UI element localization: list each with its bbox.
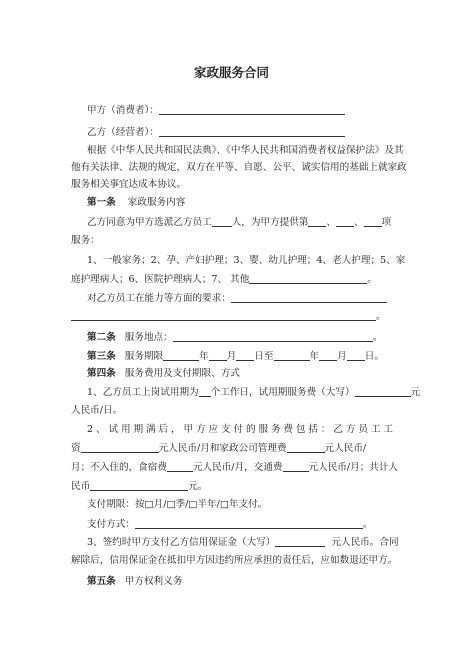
article-4-p3-line-2: 解除后，信用保证金在抵扣甲方因违约所应承担的责任后，应如数退还甲方。 bbox=[71, 555, 398, 566]
article-1-line-4 bbox=[71, 272, 377, 287]
preamble-line-2: 他有关法律、法规的规定，双方在平等、自愿、公平、诚实信用的基础上就家政 bbox=[71, 162, 407, 173]
article-1-text-b: 人，为甲方提供第 bbox=[231, 217, 309, 228]
article-4-p3-line-1 bbox=[87, 535, 399, 550]
management-fee-label: 元人民币/月和家政公司管理费 bbox=[158, 443, 287, 454]
year-label-1: 年 bbox=[199, 351, 209, 362]
deposit-unit: 元人民币。合同 bbox=[331, 537, 399, 548]
article-1-text-a: 乙方同意为甲方选派乙方员工 bbox=[87, 217, 212, 228]
article-1-line-5 bbox=[87, 291, 387, 306]
article-4-p1-line-1 bbox=[87, 385, 420, 400]
article-1-line-2: 服务： bbox=[71, 235, 100, 246]
article-4-title: 服务费用及支付期限、方式 bbox=[124, 368, 240, 379]
service-term-label: 服务期限 bbox=[124, 351, 164, 362]
payment-method-blank[interactable] bbox=[135, 517, 363, 529]
management-fee-unit: 元人民币/ bbox=[324, 443, 367, 454]
party-a-blank[interactable] bbox=[159, 103, 345, 115]
article-1-line-3: 1、一般家务；2、孕、产妇护理；3、婴、幼儿护理；4、老人护理；5、家 bbox=[87, 255, 406, 266]
start-month-blank[interactable] bbox=[209, 349, 227, 361]
start-day-blank[interactable] bbox=[236, 349, 254, 361]
deposit-blank[interactable] bbox=[275, 535, 325, 547]
total-label: 元人民币/月；共计人 bbox=[308, 462, 399, 473]
wage-blank[interactable] bbox=[81, 441, 159, 453]
article-4-heading-line bbox=[87, 367, 240, 381]
article-4-p1-line-2: 人民币/日。 bbox=[71, 405, 123, 416]
wage-label: 资 bbox=[71, 443, 81, 454]
board-fee-label: 月；不入住的，食宿费 bbox=[71, 462, 167, 473]
document-title: 家政服务合同 bbox=[193, 65, 269, 80]
board-fee-blank[interactable] bbox=[167, 460, 193, 472]
party-b-line bbox=[87, 125, 345, 140]
article-3-heading: 第三条 bbox=[87, 351, 116, 362]
article-5-title: 甲方权利义务 bbox=[124, 576, 183, 587]
month-label-1: 月 bbox=[226, 351, 237, 362]
end-day-blank[interactable] bbox=[347, 349, 365, 361]
party-a-label: 甲方（消费者）： bbox=[87, 105, 159, 116]
day-end-label: 日。 bbox=[364, 351, 384, 362]
payment-method-line bbox=[87, 517, 373, 532]
service-item-blank-1[interactable] bbox=[308, 215, 326, 227]
service-location-label: 服务地点： bbox=[124, 332, 173, 343]
payment-method-label: 支付方式： bbox=[87, 519, 135, 530]
party-b-label: 乙方（经营者）： bbox=[87, 127, 159, 138]
transport-fee-blank[interactable] bbox=[283, 460, 309, 472]
article-4-p2-line-3 bbox=[71, 460, 398, 475]
preamble-line-1: 根据《中华人民共和国民法典》、《中华人民共和国消费者权益保护法》及其 bbox=[87, 145, 404, 156]
article-1-title: 家政服务内容 bbox=[127, 197, 186, 208]
article-1-other-end: 。 bbox=[367, 274, 377, 285]
year-label-2: 年 bbox=[309, 351, 320, 362]
transport-fee-label: 元人民币/月，交通费 bbox=[192, 462, 283, 473]
article-1-text-d: 项 bbox=[381, 217, 392, 228]
other-service-blank[interactable] bbox=[249, 272, 367, 284]
article-5-heading: 第五条 bbox=[87, 576, 116, 587]
management-fee-blank[interactable] bbox=[287, 441, 325, 453]
article-2-heading: 第二条 bbox=[87, 332, 116, 343]
article-4-p2-line-4 bbox=[71, 479, 207, 494]
article-4-p2-line-2 bbox=[71, 441, 366, 456]
article-2-end: 。 bbox=[372, 332, 383, 343]
end-month-blank[interactable] bbox=[319, 349, 337, 361]
article-1-line-6 bbox=[71, 309, 386, 324]
payment-method-end: 。 bbox=[362, 519, 373, 530]
total-currency-label: 民币 bbox=[71, 481, 91, 492]
article-4-heading: 第四条 bbox=[87, 368, 116, 379]
service-item-blank-3[interactable] bbox=[364, 215, 382, 227]
staff-count-blank[interactable] bbox=[212, 215, 232, 227]
article-3-line bbox=[87, 349, 384, 364]
preamble-line-3: 服务相关事宜达成本协议。 bbox=[71, 179, 187, 190]
total-amount-blank[interactable] bbox=[90, 479, 188, 491]
article-1-other-label: 庭护理病人；6、医院护理病人；7、 其他 bbox=[71, 274, 250, 285]
article-5-heading-line bbox=[87, 575, 182, 589]
service-location-blank[interactable] bbox=[173, 330, 373, 342]
trial-period-text-c: 元 bbox=[410, 387, 421, 398]
article-1-line-6-end: 。 bbox=[376, 311, 386, 322]
trial-days-blank[interactable] bbox=[199, 385, 211, 397]
party-a-line bbox=[87, 103, 345, 118]
trial-period-text-a: 1、乙方员工上岗试用期为 bbox=[87, 387, 199, 398]
month-label-2: 月 bbox=[337, 351, 347, 362]
article-4-p2-line-1: 2、试用期满后，甲方应支付的服务费包括：乙方员工工 bbox=[87, 424, 393, 435]
payment-term-line: 支付期限：按□月/□季/□半年/□年支付。 bbox=[87, 499, 268, 510]
trial-fee-blank[interactable] bbox=[355, 385, 411, 397]
party-b-blank[interactable] bbox=[159, 125, 345, 137]
day-to-label: 日至 bbox=[254, 351, 274, 362]
trial-period-text-b: 个工作日，试用期服务费（大写） bbox=[210, 387, 355, 398]
article-2-line bbox=[87, 330, 382, 345]
start-year-blank[interactable] bbox=[163, 349, 199, 361]
article-1-text-c: 、 bbox=[326, 217, 337, 228]
deposit-label: 3、签约时甲方支付乙方信用保证金（大写） bbox=[87, 537, 276, 548]
staff-requirements-label: 对乙方员工在能力等方面的要求： bbox=[87, 293, 231, 304]
service-item-blank-2[interactable] bbox=[336, 215, 354, 227]
article-1-text-c2: 、 bbox=[354, 217, 364, 228]
staff-requirements-blank[interactable] bbox=[231, 291, 387, 303]
staff-requirements-blank-2[interactable] bbox=[71, 309, 376, 321]
article-1-heading-line bbox=[87, 196, 185, 210]
end-year-blank[interactable] bbox=[274, 349, 310, 361]
article-1-line-1 bbox=[87, 215, 391, 230]
total-unit: 元。 bbox=[188, 481, 208, 492]
article-1-heading: 第一条 bbox=[87, 197, 116, 208]
